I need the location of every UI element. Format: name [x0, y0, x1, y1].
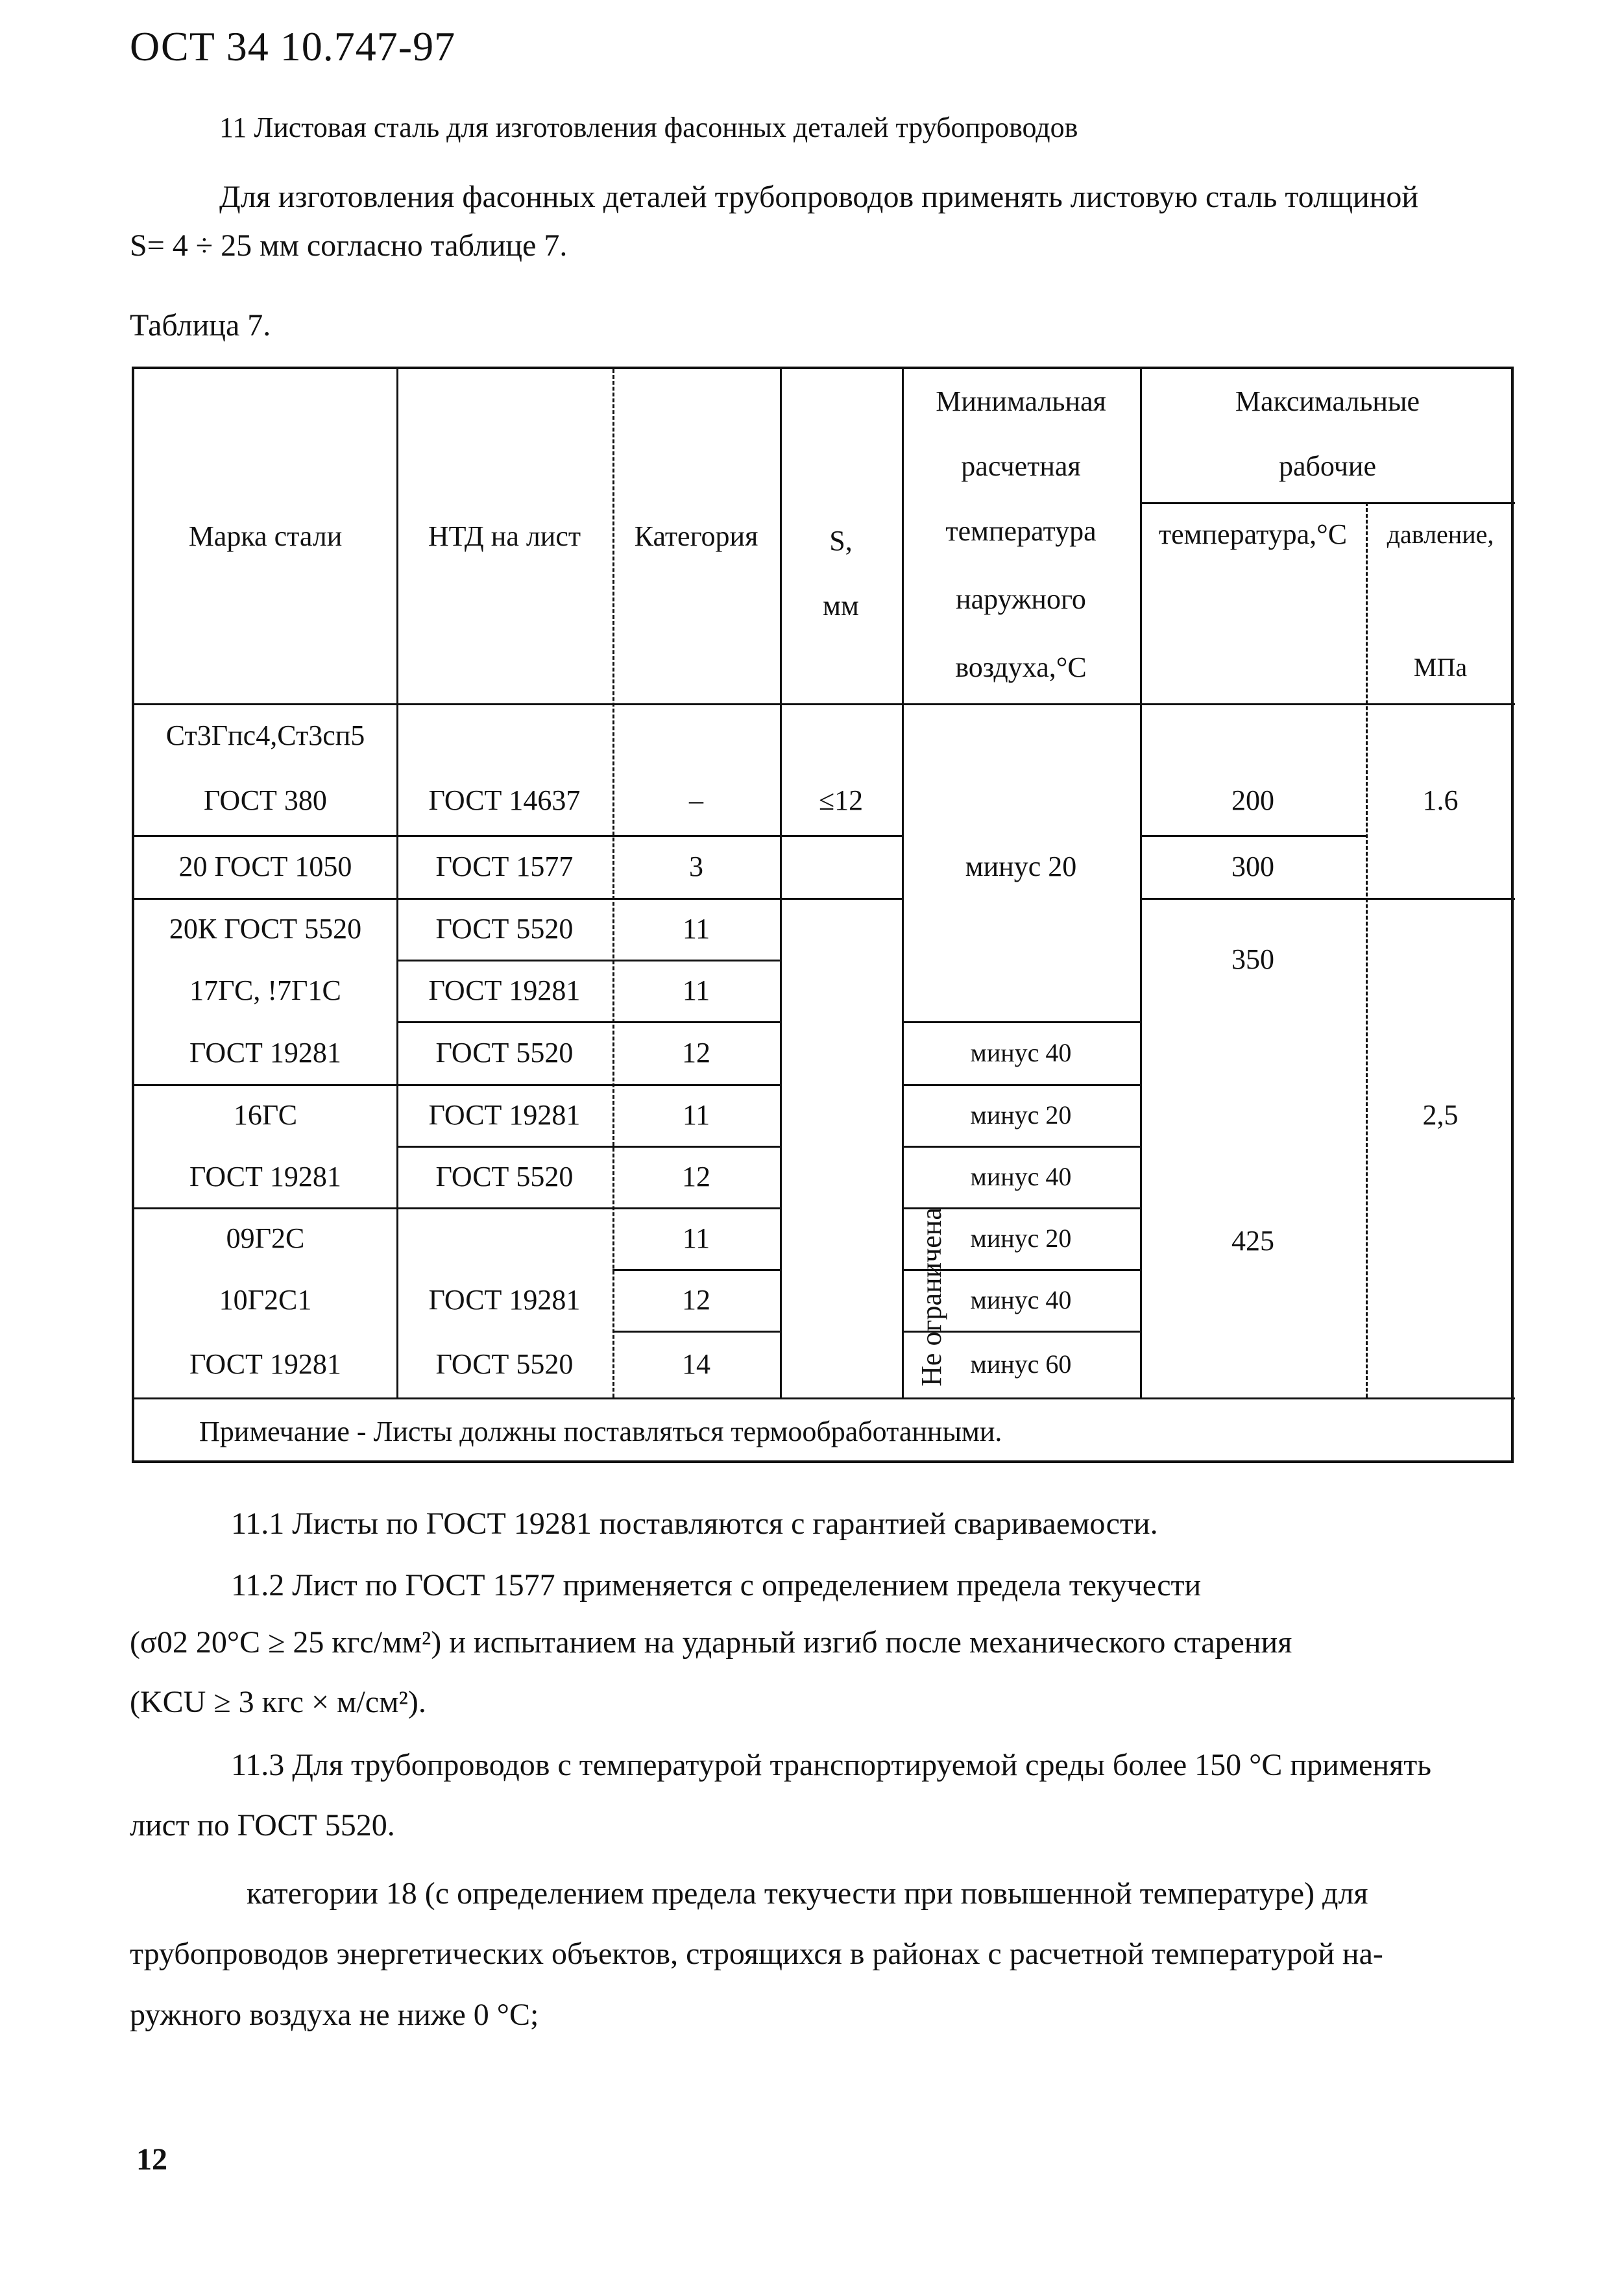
- cell-r8-ntd-b: ГОСТ 5520: [435, 1348, 574, 1380]
- page-number: 12: [136, 2142, 167, 2177]
- para-11-3-line-1: 11.3 Для трубопроводов с температурой транспортируемой среды более 150 °С применять: [231, 1748, 1432, 1782]
- intro-line-1: Для изготовления фасонных деталей трубопроводов применять листовую сталь толщиной: [219, 180, 1419, 214]
- cell-r6-category: 11: [682, 1098, 710, 1131]
- cell-r1-grade-a: Ст3Гпс4,Ст3сп5: [165, 719, 365, 751]
- cell-r7-ntd: ГОСТ 5520: [435, 1160, 574, 1192]
- cell-r10-category: 14: [682, 1348, 710, 1380]
- col-header-pressure-unit: МПа: [1413, 653, 1468, 682]
- steel-table: [132, 367, 1514, 1463]
- cell-r6-temp: 425: [1231, 1224, 1274, 1257]
- col-header-min-temp-1: Минимальная: [936, 385, 1106, 417]
- col-header-min-temp-5: воздуха,°С: [955, 651, 1087, 683]
- cell-r6-pressure: 2,5: [1422, 1098, 1459, 1131]
- cell-r3-ntd: ГОСТ 5520: [435, 912, 574, 945]
- para-cat18-line-2: трубопроводов энергетических объектов, строящихся в районах с расчетной температурой на-: [130, 1937, 1383, 1971]
- cell-r9-min-temp: минус 40: [970, 1285, 1072, 1314]
- cell-r8-grade-b: 10Г2С1: [219, 1283, 312, 1316]
- cell-r2-category: 3: [689, 850, 703, 882]
- col-header-ntd: НТД на лист: [428, 520, 581, 552]
- cell-r4-grade-b: ГОСТ 19281: [189, 1036, 341, 1069]
- intro-line-2: S= 4 ÷ 25 мм согласно таблице 7.: [130, 228, 568, 263]
- cell-r5-category: 12: [682, 1036, 710, 1069]
- cell-r35-temp: 350: [1231, 943, 1274, 975]
- cell-r6-min-temp: минус 20: [970, 1100, 1072, 1130]
- document-code-header: ОСТ 34 10.747-97: [130, 23, 456, 69]
- cell-s-unlimited: Не ограничена: [915, 1207, 947, 1386]
- col-header-s-unit: мм: [823, 590, 859, 622]
- para-cat18-line-1: категории 18 (с определением предела текучести при повышенной температуре) для: [247, 1876, 1368, 1911]
- col-header-min-temp-3: температура: [945, 515, 1097, 547]
- para-cat18-line-3: ружного воздуха не ниже 0 °С;: [130, 1998, 539, 2032]
- cell-r1-temp: 200: [1231, 784, 1274, 816]
- cell-r2-grade: 20 ГОСТ 1050: [178, 850, 352, 882]
- col-header-grade: Марка стали: [188, 520, 343, 552]
- cell-r4-ntd: ГОСТ 19281: [428, 974, 581, 1006]
- table-caption: Таблица 7.: [130, 308, 271, 343]
- cell-r2-temp: 300: [1231, 850, 1274, 882]
- col-header-category: Категория: [634, 520, 758, 552]
- para-11-2-line-2: (σ02 20°С ≥ 25 кгс/мм²) и испытанием на ударный изгиб после механического старения: [130, 1625, 1292, 1660]
- cell-r1-ntd: ГОСТ 14637: [428, 784, 581, 816]
- col-header-pressure: давление,: [1387, 520, 1494, 549]
- cell-r3-category: 11: [682, 912, 710, 945]
- col-header-max-2: рабочие: [1279, 450, 1376, 482]
- col-header-temp: температура,°С: [1158, 518, 1348, 550]
- col-header-min-temp-2: расчетная: [961, 450, 1081, 482]
- col-header-s: S,: [829, 525, 853, 557]
- cell-r12-min-temp: минус 20: [965, 850, 1077, 882]
- para-11-2-line-3: (KCU ≥ 3 кгс × м/см²).: [130, 1685, 426, 1719]
- cell-r4-category: 11: [682, 974, 710, 1006]
- para-11-3-line-2: лист по ГОСТ 5520.: [130, 1808, 395, 1843]
- cell-r8-min-temp: минус 20: [970, 1223, 1072, 1253]
- cell-r8-grade-c: ГОСТ 19281: [189, 1348, 341, 1380]
- para-11-1: 11.1 Листы по ГОСТ 19281 поставляются с гарантией свариваемости.: [231, 1506, 1158, 1541]
- cell-r9-category: 12: [682, 1283, 710, 1316]
- cell-r5-ntd: ГОСТ 5520: [435, 1036, 574, 1069]
- cell-r1-category: –: [689, 784, 703, 816]
- cell-r7-category: 12: [682, 1160, 710, 1192]
- cell-r1-grade-b: ГОСТ 380: [204, 784, 327, 816]
- cell-r6-ntd: ГОСТ 19281: [428, 1098, 581, 1131]
- cell-r5-min-temp: минус 40: [970, 1037, 1072, 1067]
- cell-r1-pressure: 1.6: [1422, 784, 1459, 816]
- section-title: 11 Листовая сталь для изготовления фасонных деталей трубопроводов: [219, 112, 1078, 143]
- cell-r4-grade-a: 17ГС, !7Г1С: [189, 974, 341, 1006]
- cell-r6-grade-b: ГОСТ 19281: [189, 1160, 341, 1192]
- cell-r2-ntd: ГОСТ 1577: [435, 850, 574, 882]
- cell-r8-grade-a: 09Г2С: [226, 1222, 305, 1254]
- cell-r6-grade-a: 16ГС: [233, 1098, 298, 1131]
- cell-r8-category: 11: [682, 1222, 710, 1254]
- col-header-max-1: Максимальные: [1235, 385, 1420, 417]
- cell-r3-grade: 20К ГОСТ 5520: [169, 912, 362, 945]
- cell-r1-s: ≤12: [818, 784, 864, 816]
- para-11-2-line-1: 11.2 Лист по ГОСТ 1577 применяется с определением предела текучести: [231, 1568, 1202, 1602]
- cell-r10-min-temp: минус 60: [970, 1349, 1072, 1379]
- table-note: Примечание - Листы должны поставляться термообработанными.: [199, 1415, 1002, 1447]
- cell-r8-ntd-a: ГОСТ 19281: [428, 1283, 581, 1316]
- cell-r7-min-temp: минус 40: [970, 1161, 1072, 1191]
- col-header-min-temp-4: наружного: [956, 583, 1086, 615]
